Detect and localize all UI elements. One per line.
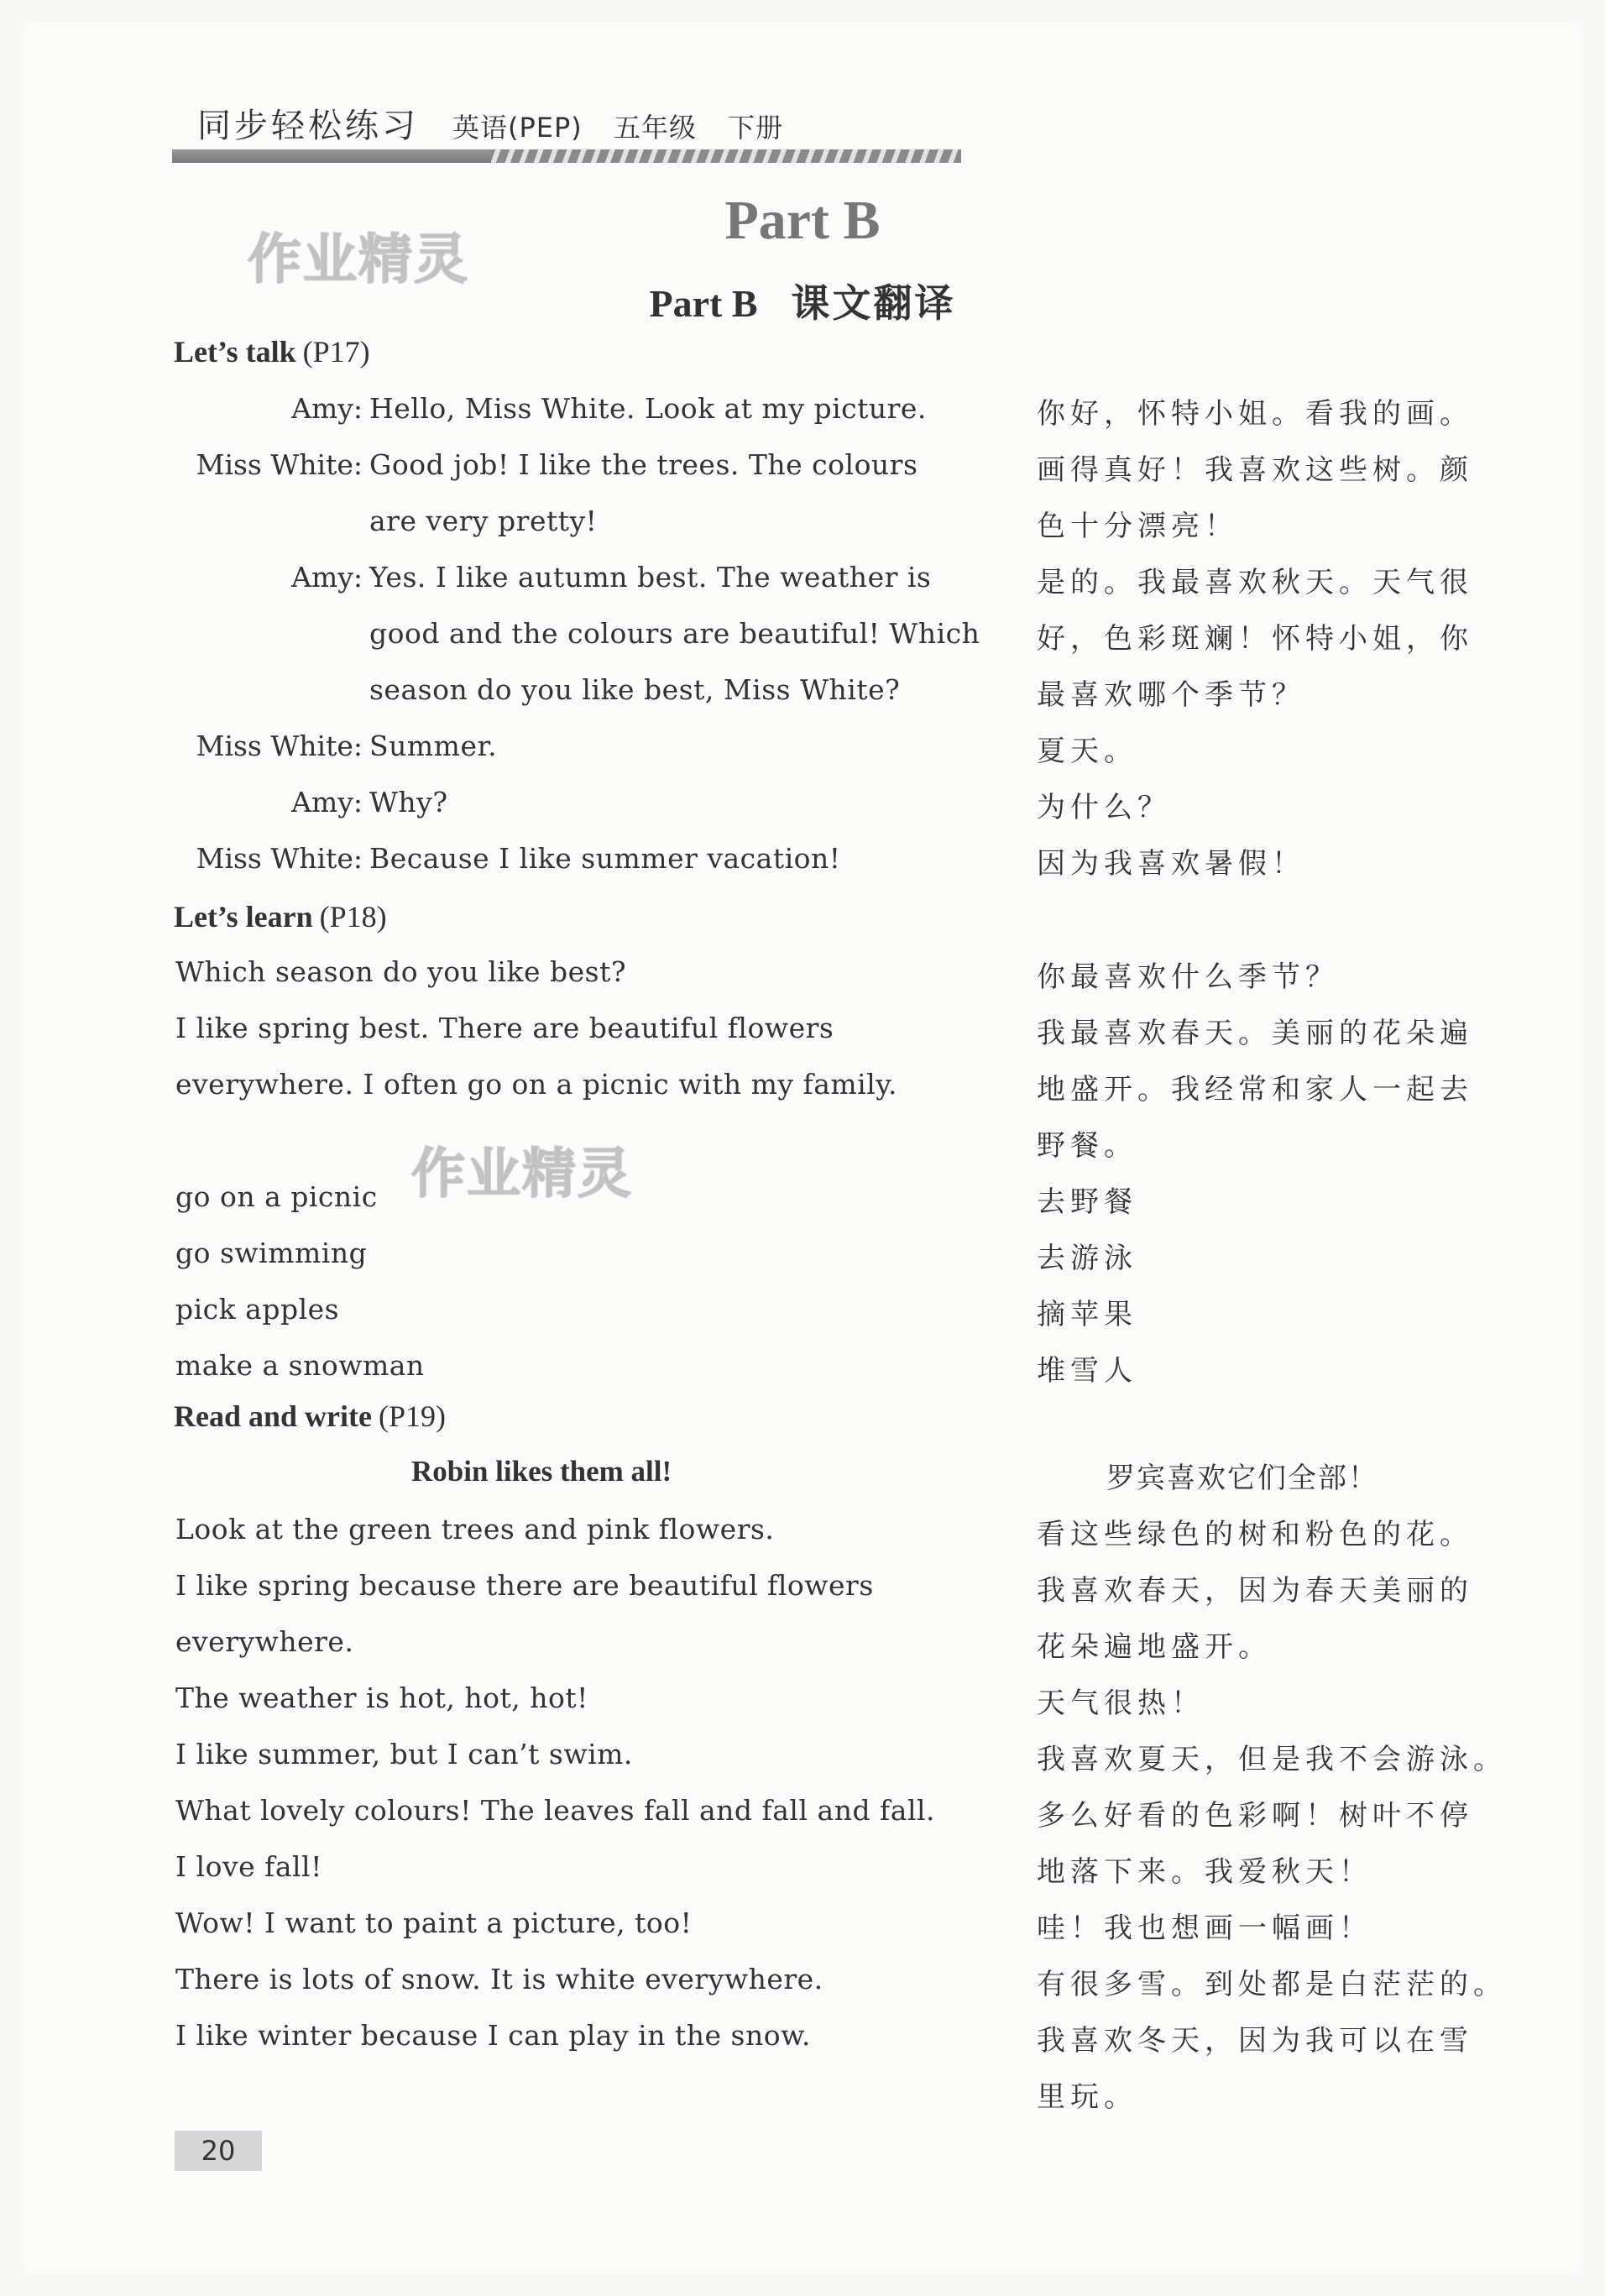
chinese-line: 为什么？ xyxy=(1037,791,1171,824)
phrase-cn: 去野餐 xyxy=(1037,1185,1137,1219)
chinese-line: 天气很热！ xyxy=(1037,1687,1205,1720)
section-read-write-heading xyxy=(174,1399,446,1434)
section-page: (P18) xyxy=(319,900,387,934)
chinese-line: 你好，怀特小姐。看我的画。 xyxy=(1037,397,1473,431)
english-line: good and the colours are beautiful! Which xyxy=(369,617,980,650)
chinese-line: 好，色彩斑斓！怀特小姐，你 xyxy=(1037,622,1473,656)
story-title-cn: 罗宾喜欢它们全部！ xyxy=(1106,1462,1378,1495)
header-divider xyxy=(172,149,961,163)
section-lets-learn-heading xyxy=(174,899,387,934)
volume-label: 下册 xyxy=(728,112,784,144)
phrase-cn: 堆雪人 xyxy=(1037,1354,1137,1388)
chinese-line: 夏天。 xyxy=(1037,735,1137,768)
english-line: I like summer, but I can’t swim. xyxy=(175,1738,633,1770)
chinese-line: 地盛开。我经常和家人一起去 xyxy=(1037,1073,1473,1106)
speaker-label: Miss White: xyxy=(196,842,363,875)
english-line: I like spring because there are beautiful flowers xyxy=(175,1569,874,1602)
phrase-cn: 去游泳 xyxy=(1037,1242,1137,1275)
section-page: (P17) xyxy=(302,335,370,369)
english-line: Hello, Miss White. Look at my picture. xyxy=(369,392,927,425)
book-info xyxy=(452,107,805,145)
english-line: I like winter because I can play in the snow. xyxy=(175,2019,811,2052)
section-page: (P19) xyxy=(379,1399,446,1433)
book-title: 同步轻松练习 xyxy=(197,107,419,145)
english-line: Summer. xyxy=(369,730,498,762)
chinese-line: 看这些绿色的树和粉色的花。 xyxy=(1037,1518,1473,1551)
english-line: Which season do you like best? xyxy=(175,955,627,988)
chinese-line: 是的。我最喜欢秋天。天气很 xyxy=(1037,566,1473,599)
english-line: I love fall! xyxy=(175,1850,322,1883)
chinese-line: 有很多雪。到处都是白茫茫的。 xyxy=(1037,1968,1507,2001)
chinese-line: 里玩。 xyxy=(1037,2080,1137,2114)
english-line: Good job! I like the trees. The colours xyxy=(369,448,918,481)
english-line: What lovely colours! The leaves fall and fall and fall. xyxy=(175,1794,936,1827)
speaker-label: Amy: xyxy=(291,786,363,819)
watermark-top: 作业精灵 xyxy=(248,229,469,291)
section-title: Read and write xyxy=(174,1399,372,1433)
story-title-en: Robin likes them all! xyxy=(411,1455,672,1488)
english-line: Yes. I like autumn best. The weather is xyxy=(369,561,932,594)
english-line: everywhere. xyxy=(175,1625,354,1658)
chinese-line: 哇！我也想画一幅画！ xyxy=(1037,1912,1372,1945)
english-line: There is lots of snow. It is white everywhere. xyxy=(175,1963,823,1995)
chinese-line: 色十分漂亮！ xyxy=(1037,510,1238,543)
speaker-label: Miss White: xyxy=(196,730,363,762)
english-line: Look at the green trees and pink flowers. xyxy=(175,1513,775,1545)
speaker-label: Amy: xyxy=(291,392,363,425)
section-title: Let’s learn xyxy=(174,900,313,934)
chinese-line: 花朵遍地盛开。 xyxy=(1037,1630,1272,1664)
part-subtitle-en: Part B xyxy=(649,282,758,325)
english-line: Wow! I want to paint a picture, too! xyxy=(175,1906,693,1939)
subject-label: 英语(PEP) xyxy=(452,112,583,144)
english-line: I like spring best. There are beautiful flowers xyxy=(175,1012,834,1044)
phrase-en: make a snowman xyxy=(175,1349,425,1382)
english-line: everywhere. I often go on a picnic with my family. xyxy=(175,1068,898,1101)
section-title: Let’s talk xyxy=(174,335,296,369)
chinese-line: 最喜欢哪个季节？ xyxy=(1037,678,1305,712)
english-line: The weather is hot, hot, hot! xyxy=(175,1681,588,1714)
section-lets-talk-heading xyxy=(174,334,370,369)
phrase-cn: 摘苹果 xyxy=(1037,1298,1137,1331)
chinese-line: 我喜欢冬天，因为我可以在雪 xyxy=(1037,2024,1473,2058)
english-line: Why? xyxy=(369,786,448,819)
chinese-line: 我喜欢春天，因为春天美丽的 xyxy=(1037,1574,1473,1608)
part-title: Part B xyxy=(724,190,881,251)
chinese-line: 你最喜欢什么季节？ xyxy=(1037,960,1339,994)
phrase-en: pick apples xyxy=(175,1293,340,1326)
speaker-label: Amy: xyxy=(291,561,363,594)
chinese-line: 多么好看的色彩啊！树叶不停 xyxy=(1037,1799,1473,1833)
english-line: season do you like best, Miss White? xyxy=(369,673,901,706)
running-header xyxy=(197,99,953,149)
chinese-line: 我喜欢夏天，但是我不会游泳。 xyxy=(1037,1743,1507,1776)
chinese-line: 因为我喜欢暑假！ xyxy=(1037,847,1305,881)
grade-label: 五年级 xyxy=(613,112,697,144)
phrase-en: go on a picnic xyxy=(175,1180,378,1213)
speaker-label: Miss White: xyxy=(196,448,363,481)
part-subtitle-cn: 课文翻译 xyxy=(791,280,956,326)
chinese-line: 画得真好！我喜欢这些树。颜 xyxy=(1037,453,1473,487)
watermark-middle: 作业精灵 xyxy=(411,1143,633,1206)
part-subtitle xyxy=(0,273,1605,328)
chinese-line: 我最喜欢春天。美丽的花朵遍 xyxy=(1037,1017,1473,1050)
chinese-line: 地落下来。我爱秋天！ xyxy=(1037,1855,1372,1889)
english-line: are very pretty! xyxy=(369,505,598,537)
chinese-line: 野餐。 xyxy=(1037,1129,1137,1163)
phrase-en: go swimming xyxy=(175,1237,368,1269)
english-line: Because I like summer vacation! xyxy=(369,842,841,875)
page-number: 20 xyxy=(175,2131,262,2171)
